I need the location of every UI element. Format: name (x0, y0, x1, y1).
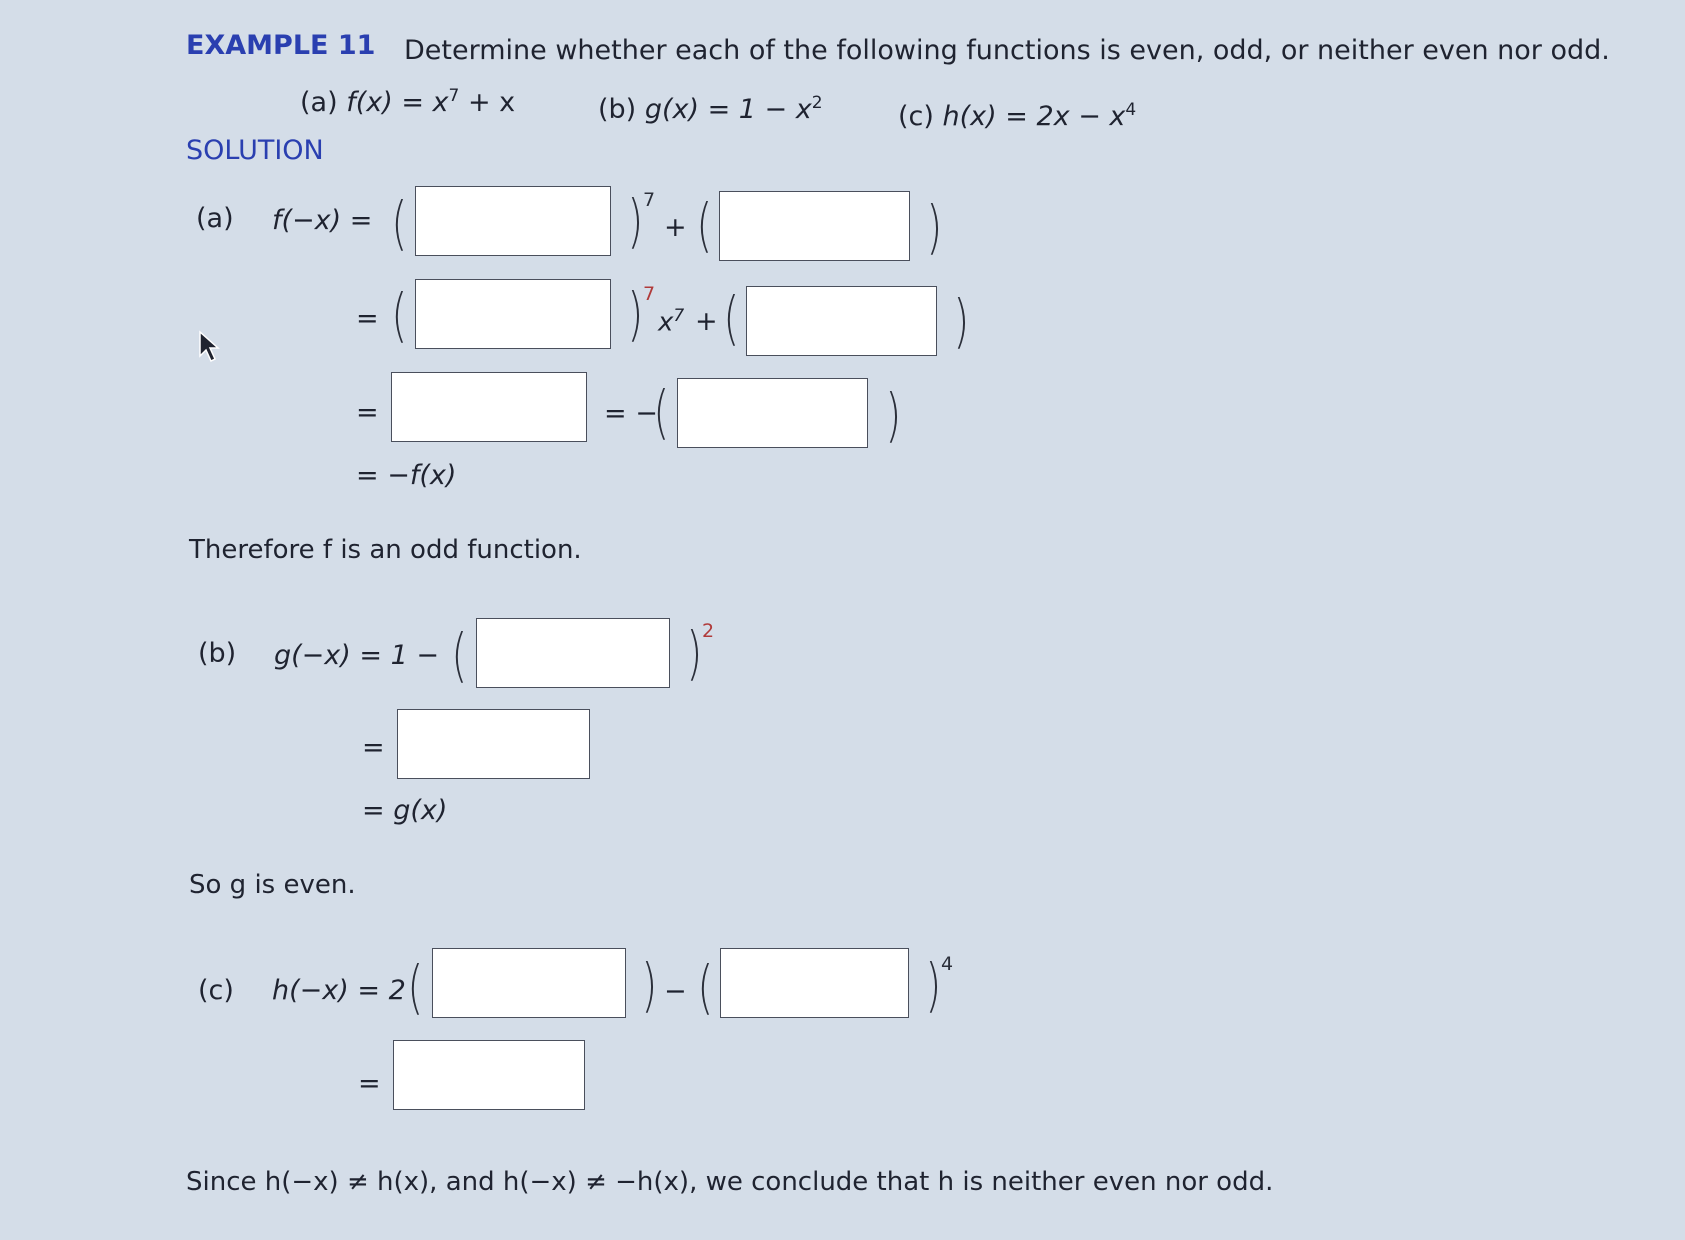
exponent-7: 7 (643, 189, 656, 211)
part-c-conclusion: Since h(−x) ≠ h(x), and h(−x) ≠ −h(x), we conclude that h is neither even nor odd. (186, 1167, 1274, 1197)
part-c-exponent: 4 (1125, 100, 1137, 120)
left-paren: ( (391, 189, 408, 257)
solution-label: SOLUTION (186, 135, 324, 166)
part-b-result: = g(x) (362, 795, 448, 826)
part-b-label: (b) (198, 638, 237, 669)
right-paren: ) (953, 287, 970, 355)
left-paren: ( (697, 953, 714, 1021)
equals-sign: = (358, 1068, 381, 1099)
part-a-result: = −f(x) (356, 460, 457, 491)
right-paren: ) (627, 280, 644, 348)
part-a-lhs: f(−x) = (272, 205, 373, 236)
answer-box-a3[interactable] (415, 279, 611, 349)
example-label: EXAMPLE 11 (186, 30, 376, 61)
right-paren: ) (641, 951, 658, 1019)
part-c-statement-label: (c) (898, 101, 934, 132)
part-a-function-rest: + x (459, 87, 516, 118)
left-paren: ( (391, 281, 408, 349)
equals-sign: = (356, 397, 379, 428)
equals-negative: = − (604, 398, 658, 429)
exponent-7-red: 7 (643, 283, 656, 305)
right-paren: ) (627, 187, 644, 255)
answer-box-a6[interactable] (677, 378, 868, 448)
part-b-statement-label: (b) (598, 94, 637, 125)
part-a-exponent: 7 (448, 86, 460, 106)
mouse-pointer-icon (198, 330, 222, 366)
answer-box-a4[interactable] (746, 286, 937, 356)
part-c-lhs: h(−x) = 2 (272, 975, 406, 1006)
part-b-lhs: g(−x) = 1 − (274, 640, 439, 671)
answer-box-a5[interactable] (391, 372, 587, 442)
right-paren: ) (686, 619, 703, 687)
plus-sign: + (664, 212, 687, 243)
part-a-statement (300, 86, 515, 118)
exponent-4: 4 (941, 953, 954, 975)
answer-box-c3[interactable] (393, 1040, 585, 1110)
part-c-function: h(x) = 2x − x (942, 101, 1126, 132)
part-b-conclusion: So g is even. (189, 870, 356, 900)
plus-sign: + (695, 306, 718, 337)
part-a-statement-label: (a) (300, 87, 338, 118)
exponent-2-red: 2 (702, 620, 715, 642)
problem-prompt: Determine whether each of the following functions is even, odd, or neither even nor odd. (404, 35, 1610, 66)
part-c-label: (c) (198, 975, 234, 1006)
answer-box-b1[interactable] (476, 618, 670, 688)
part-b-statement (598, 93, 823, 125)
answer-box-c2[interactable] (720, 948, 909, 1018)
part-a-conclusion: Therefore f is an odd function. (189, 535, 582, 565)
equals-sign: = (356, 303, 379, 334)
left-paren: ( (723, 284, 740, 352)
part-b-function: g(x) = 1 − x (644, 94, 812, 125)
x-power-term (658, 306, 684, 338)
x-variable: x (658, 307, 674, 338)
answer-box-a1[interactable] (415, 186, 611, 256)
answer-box-c1[interactable] (432, 948, 626, 1018)
left-paren: ( (653, 378, 670, 446)
right-paren: ) (926, 193, 943, 261)
x-exponent: 7 (673, 306, 685, 326)
left-paren: ( (696, 191, 713, 259)
left-paren: ( (407, 953, 424, 1021)
right-paren: ) (925, 951, 942, 1019)
left-paren: ( (451, 621, 468, 689)
part-b-exponent: 2 (811, 93, 823, 113)
equals-sign: = (362, 732, 385, 763)
answer-box-a2[interactable] (719, 191, 910, 261)
right-paren: ) (885, 381, 902, 449)
minus-sign: − (664, 976, 687, 1007)
part-a-label: (a) (196, 203, 234, 234)
part-a-function: f(x) = x (346, 87, 449, 118)
part-c-statement (898, 100, 1136, 132)
answer-box-b2[interactable] (397, 709, 590, 779)
